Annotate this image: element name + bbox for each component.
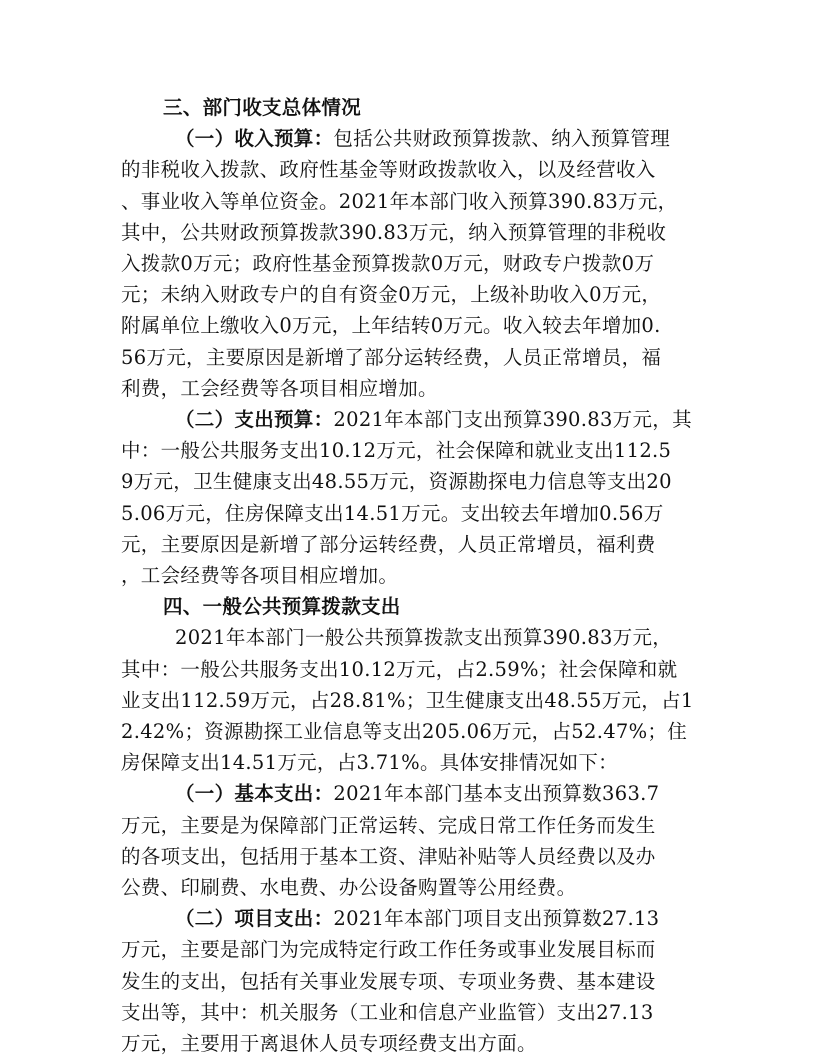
paragraph-line: 2021年本部门项目支出预算数27.13 xyxy=(333,907,660,931)
paragraph-line: 入拨款0万元；政府性基金预算拨款0万元，财政专户拨款0万 xyxy=(121,252,655,275)
section-heading-3: 三、部门收支总体情况 xyxy=(163,96,362,119)
paragraph-line: 56万元，主要原因是新增了部分运转经费，人员正常增员，福 xyxy=(121,345,662,369)
expense-paragraph-first-line xyxy=(175,404,692,435)
paragraph-line: ，工会经费等各项目相应增加。 xyxy=(121,564,399,587)
paragraph-line: 业支出112.59万元，占28.81%；卫生健康支出48.55万元，占1 xyxy=(121,688,694,712)
paragraph-line: 房保障支出14.51万元，占3.71%。具体安排情况如下： xyxy=(121,751,618,775)
paragraph-line: 其中：一般公共服务支出10.12万元，占2.59%；社会保障和就 xyxy=(121,657,678,681)
paragraph-line: 公费、印刷费、水电费、办公设备购置等公用经费。 xyxy=(121,876,577,899)
project-paragraph-first-line xyxy=(175,903,659,934)
paragraph-line: 5.06万元，住房保障支出14.51万元。支出较去年增加0.56万 xyxy=(121,501,664,525)
paragraph-line: 附属单位上缴收入0万元，上年结转0万元。收入较去年增加0. xyxy=(121,314,661,338)
project-label: （二）项目支出： xyxy=(175,907,334,931)
paragraph-line: 元，主要原因是新增了部分运转经费，人员正常增员，福利费 xyxy=(121,532,656,556)
paragraph-line: 万元，主要是为保障部门正常运转、完成日常工作任务而发生 xyxy=(121,813,656,837)
expense-label: （二）支出预算： xyxy=(175,408,334,431)
paragraph-line: 元；未纳入财政专户的自有资金0万元，上级补助收入0万元， xyxy=(121,283,662,307)
paragraph-line: 2021年本部门一般公共预算拨款支出预算390.83万元， xyxy=(175,626,673,650)
paragraph-line: 万元，主要用于离退休人员专项经费支出方面。 xyxy=(121,1032,537,1055)
paragraph-line: 万元，主要是部门为完成特定行政工作任务或事业发展目标而 xyxy=(121,938,656,962)
income-label: （一）收入预算： xyxy=(175,127,334,151)
paragraph-line: 中：一般公共服务支出10.12万元，社会保障和就业支出112.5 xyxy=(121,439,672,463)
paragraph-line: 包括公共财政预算拨款、纳入预算管理 xyxy=(333,127,671,151)
paragraph-line: 2021年本部门支出预算390.83万元，其 xyxy=(333,408,692,431)
income-paragraph-first-line xyxy=(175,123,670,154)
paragraph-line: 2.42%；资源勘探工业信息等支出205.06万元，占52.47%；住 xyxy=(121,720,688,743)
paragraph-line: 2021年本部门基本支出预算数363.7 xyxy=(333,782,660,806)
paragraph-line: 支出等，其中：机关服务（工业和信息产业监管）支出27.13 xyxy=(121,1000,654,1024)
paragraph-line: 其中，公共财政预算拨款390.83万元，纳入预算管理的非税收 xyxy=(121,220,667,244)
paragraph-line: 的各项支出，包括用于基本工资、津贴补贴等人员经费以及办 xyxy=(121,844,656,868)
basic-label: （一）基本支出： xyxy=(175,782,334,806)
paragraph-line: 的非税收入拨款、政府性基金等财政拨款收入，以及经营收入 xyxy=(121,158,656,182)
paragraph-line: 9万元，卫生健康支出48.55万元，资源勘探电力信息等支出20 xyxy=(121,470,672,494)
paragraph-line: 发生的支出，包括有关事业发展专项、专项业务费、基本建设 xyxy=(121,969,656,993)
paragraph-line: 、事业收入等单位资金。2021年本部门收入预算390.83万元， xyxy=(121,189,678,213)
section-heading-4: 四、一般公共预算拨款支出 xyxy=(163,595,401,619)
paragraph-line: 利费，工会经费等各项目相应增加。 xyxy=(121,376,438,400)
basic-paragraph-first-line xyxy=(175,778,659,809)
